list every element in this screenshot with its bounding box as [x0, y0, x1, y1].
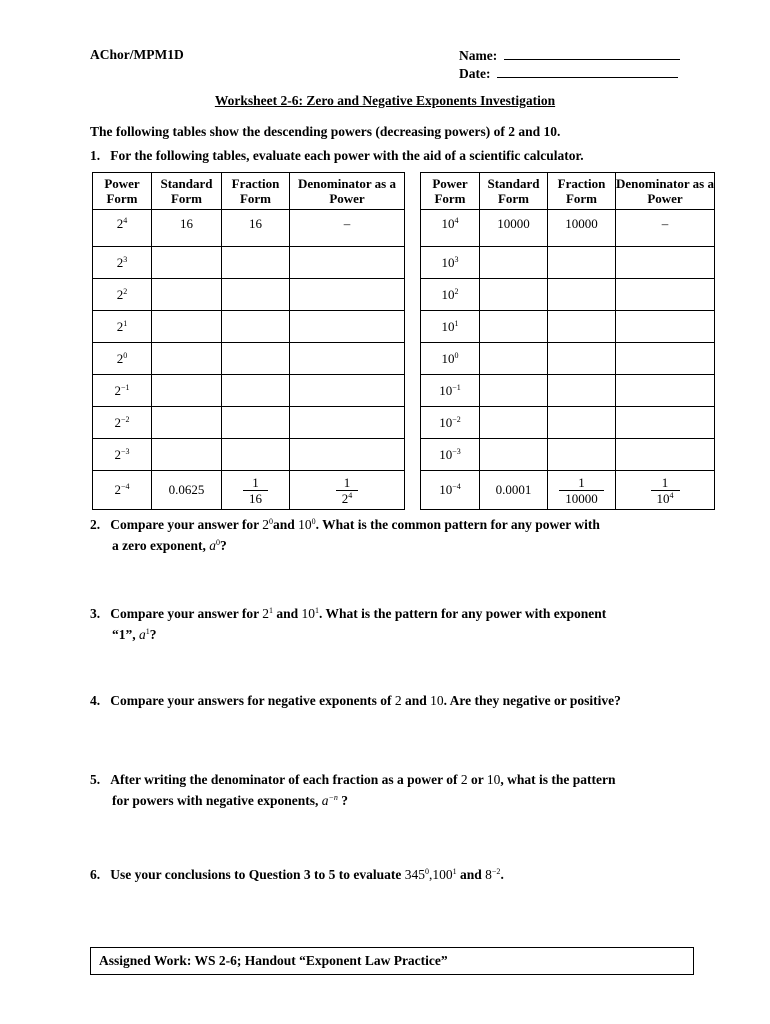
date-field[interactable]	[459, 65, 678, 82]
col-header-power: Power Form	[421, 173, 480, 210]
table-cell[interactable]	[290, 279, 405, 311]
exponent: −2	[452, 414, 461, 424]
exponent: 0	[454, 350, 459, 360]
power-cell: $2^1$	[93, 311, 152, 343]
table-cell[interactable]	[548, 343, 616, 375]
question-6: 6. Use your conclusions to Question 3 to 5 to evaluate $345^0,100^1$ and $8^{-2}$.	[90, 867, 504, 882]
power-cell: $2^{-4}$	[93, 471, 152, 510]
table-cell[interactable]	[290, 375, 405, 407]
exponent: −3	[452, 446, 461, 456]
exponent: −4	[452, 482, 461, 491]
power-cell: $2^{-3}$	[93, 439, 152, 471]
table-row	[93, 439, 405, 471]
question-5: 5. After writing the denominator of each fraction as a power of 2 or 10, what is the pattern for powers with negative exponents, $a^{-n}$ ?	[90, 772, 616, 808]
power-cell: $2^4$	[93, 210, 152, 247]
exponent: 4	[348, 490, 353, 500]
exponent: 1	[269, 606, 273, 615]
table-cell[interactable]	[480, 375, 548, 407]
table-cell[interactable]	[548, 311, 616, 343]
table-cell[interactable]	[616, 407, 715, 439]
name-field[interactable]	[459, 47, 680, 64]
power-cell: $2^{-2}$	[93, 407, 152, 439]
exponent: −1	[120, 382, 130, 392]
table-row	[421, 375, 715, 407]
power-cell: $10^{-4}$	[421, 471, 480, 510]
col-header-power: Power Form	[93, 173, 152, 210]
table-cell[interactable]	[548, 279, 616, 311]
table-cell[interactable]	[290, 343, 405, 375]
table-cell[interactable]	[616, 311, 715, 343]
table-cell[interactable]	[152, 311, 222, 343]
exponent: −2	[491, 867, 501, 876]
table-row	[421, 210, 715, 247]
table-cell[interactable]	[222, 279, 290, 311]
table-cell[interactable]	[152, 407, 222, 439]
table-cell[interactable]	[152, 343, 222, 375]
table-cell[interactable]	[290, 247, 405, 279]
exponent: 1	[454, 318, 459, 328]
exponent: −1	[452, 382, 461, 392]
table-cell[interactable]	[152, 439, 222, 471]
exponent: 2	[123, 286, 128, 296]
table-row	[93, 279, 405, 311]
table-cell[interactable]	[616, 343, 715, 375]
table-cell[interactable]	[222, 247, 290, 279]
table-cell[interactable]	[616, 279, 715, 311]
table-cell[interactable]	[548, 407, 616, 439]
fraction-cell: $\frac{1}{16}$	[222, 471, 290, 510]
standard-cell: 0.0625	[152, 471, 222, 510]
table-cell[interactable]	[290, 407, 405, 439]
power-cell: $10^{-2}$	[421, 407, 480, 439]
question-3: 3. Compare your answer for $2^1$ and $10^1$. What is the pattern for any power with exponent “1”, $a^1$?	[90, 606, 607, 642]
question-4: 4. Compare your answers for negative exponents of 2 and 10. Are they negative or positive?	[90, 693, 621, 708]
exponent: −4	[120, 482, 130, 491]
table-cell[interactable]	[222, 375, 290, 407]
assigned-work-box	[90, 947, 694, 975]
exponent: 0	[123, 350, 128, 360]
table-cell[interactable]	[222, 343, 290, 375]
exponent: −n	[328, 793, 338, 802]
exponent: 3	[454, 254, 459, 264]
name-blank[interactable]	[504, 47, 680, 60]
table-cell[interactable]	[480, 279, 548, 311]
worksheet-title: Worksheet 2-6: Zero and Negative Exponents Investigation	[214, 93, 556, 108]
question-2: 2. Compare your answer for $2^0and$ $10^0$. What is the common pattern for any power with a zero exponent, $a^0$?	[90, 517, 600, 553]
exponent: −2	[120, 414, 130, 424]
table-row	[421, 471, 715, 510]
powers-of-2-table	[92, 172, 405, 510]
table-cell[interactable]	[480, 439, 548, 471]
power-cell: $2^3$	[93, 247, 152, 279]
table-cell[interactable]	[480, 311, 548, 343]
course-code: AChor/MPM1D	[90, 47, 184, 62]
table-cell[interactable]	[290, 439, 405, 471]
col-header-fraction: Fraction Form	[548, 173, 616, 210]
power-cell: $10^1$	[421, 311, 480, 343]
intro-text: The following tables show the descending powers (decreasing powers) of 2 and 10.	[90, 124, 561, 139]
exponent: −3	[120, 446, 130, 456]
table-row	[421, 343, 715, 375]
date-label: Date:	[459, 66, 491, 81]
table-row	[93, 375, 405, 407]
exponent: 0	[425, 867, 430, 876]
col-header-denominator: Denominator as a Power	[290, 173, 405, 210]
standard-cell: 10000	[480, 210, 548, 247]
table-row	[421, 279, 715, 311]
power-cell: $10^3$	[421, 247, 480, 279]
table-cell[interactable]	[222, 311, 290, 343]
power-cell: $10^{-3}$	[421, 439, 480, 471]
table-row	[93, 407, 405, 439]
exponent: 1	[315, 606, 320, 615]
table-row	[93, 471, 405, 510]
table-cell[interactable]	[290, 311, 405, 343]
power-cell: $10^4$	[421, 210, 480, 247]
name-label: Name:	[459, 48, 498, 63]
exponent: 4	[123, 216, 128, 225]
table-row	[93, 210, 405, 247]
assigned-work-text: Assigned Work: WS 2-6; Handout “Exponent Law Practice”	[99, 953, 448, 968]
col-header-standard: Standard Form	[152, 173, 222, 210]
exponent: 4	[669, 490, 674, 500]
fraction-cell: 10000	[548, 210, 616, 247]
table-cell[interactable]	[548, 375, 616, 407]
table-cell[interactable]	[616, 375, 715, 407]
power-cell: $10^2$	[421, 279, 480, 311]
table-cell[interactable]	[222, 439, 290, 471]
table-row	[421, 311, 715, 343]
exponent: 1	[452, 867, 457, 876]
col-header-denominator: Denominator as a Power	[616, 173, 715, 210]
table-row	[421, 439, 715, 471]
table-cell[interactable]	[548, 439, 616, 471]
fraction-cell: $\frac{1}{10000}$	[548, 471, 616, 510]
powers-of-10-table	[420, 172, 715, 510]
question-1: 1. For the following tables, evaluate each power with the aid of a scientific calculator.	[90, 148, 584, 163]
table-row	[421, 247, 715, 279]
exponent: 0	[216, 538, 220, 547]
exponent: 0	[269, 517, 273, 526]
table-row	[93, 247, 405, 279]
power-cell: $10^0$	[421, 343, 480, 375]
table-cell[interactable]	[616, 439, 715, 471]
table-cell[interactable]	[152, 279, 222, 311]
table-row	[93, 343, 405, 375]
exponent: 4	[454, 216, 459, 225]
exponent: 2	[454, 286, 459, 296]
table-cell[interactable]	[152, 375, 222, 407]
exponent: 1	[145, 627, 150, 636]
date-blank[interactable]	[497, 65, 678, 78]
denominator-cell: $\frac{1}{10^4}$	[616, 471, 715, 510]
table-cell[interactable]	[480, 407, 548, 439]
table-cell[interactable]	[222, 407, 290, 439]
standard-cell: 0.0001	[480, 471, 548, 510]
table-cell[interactable]	[480, 247, 548, 279]
table-cell[interactable]	[152, 247, 222, 279]
col-header-fraction: Fraction Form	[222, 173, 290, 210]
exponent: 0	[311, 517, 316, 526]
power-cell: $2^0$	[93, 343, 152, 375]
exponent: 3	[123, 254, 128, 264]
denominator-cell: –	[616, 210, 715, 247]
denominator-cell: $\frac{1}{2^4}$	[290, 471, 405, 510]
table-row	[93, 311, 405, 343]
table-cell[interactable]	[616, 247, 715, 279]
table-row	[421, 407, 715, 439]
fraction-cell: 16	[222, 210, 290, 247]
denominator-cell: –	[290, 210, 405, 247]
col-header-standard: Standard Form	[480, 173, 548, 210]
exponent: 1	[123, 318, 128, 328]
table-cell[interactable]	[480, 343, 548, 375]
standard-cell: 16	[152, 210, 222, 247]
power-cell: $2^{-1}$	[93, 375, 152, 407]
power-cell: $2^2$	[93, 279, 152, 311]
power-cell: $10^{-1}$	[421, 375, 480, 407]
table-cell[interactable]	[548, 247, 616, 279]
